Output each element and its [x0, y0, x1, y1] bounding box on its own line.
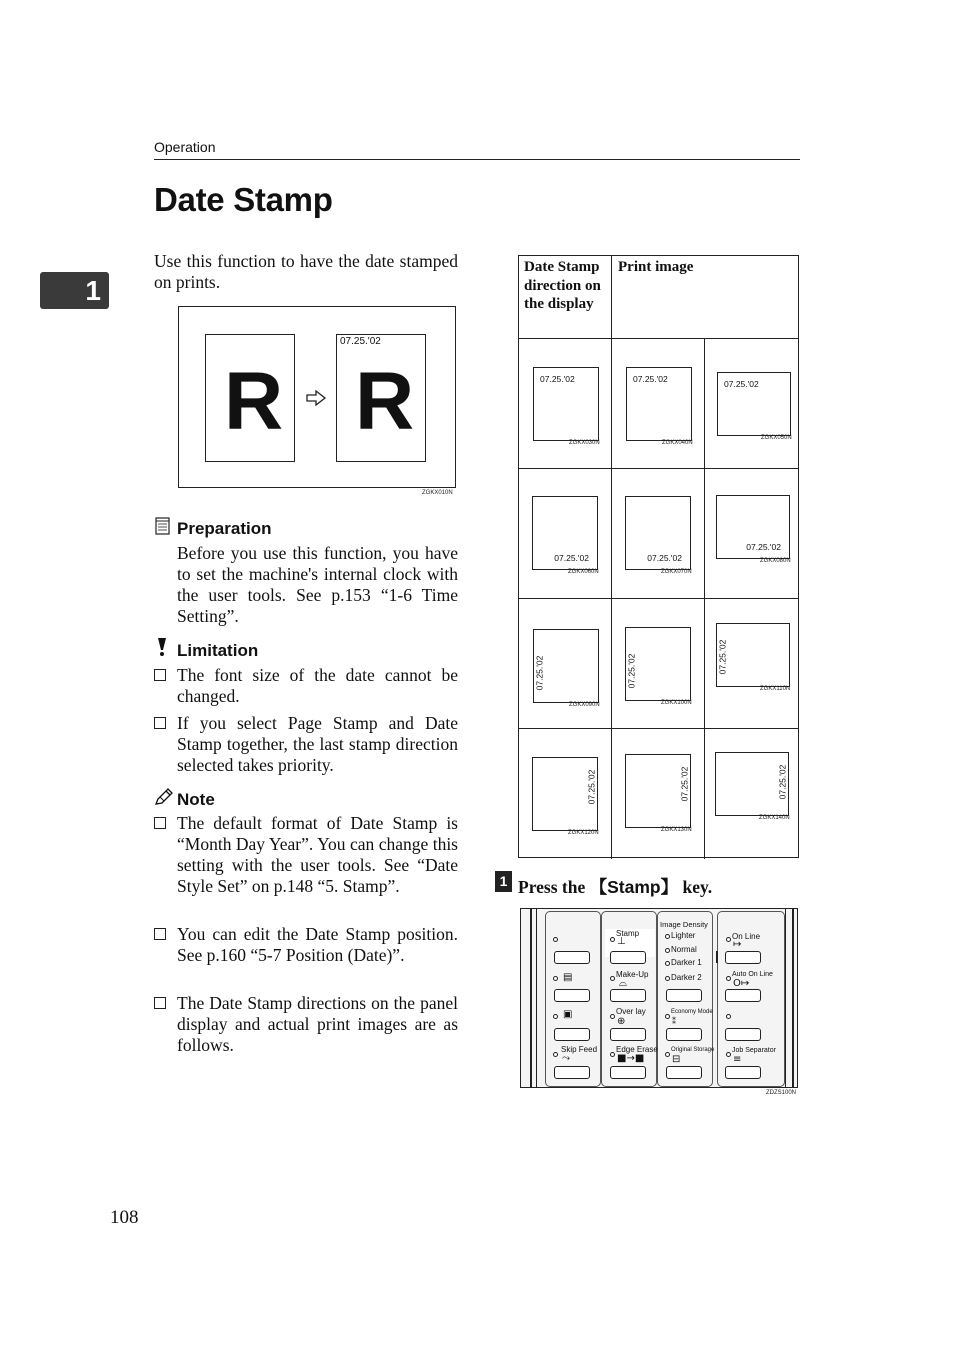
stamped-date: 07.25.'02 [724, 379, 759, 389]
image-density-label: Image Density [660, 920, 708, 929]
led [726, 1014, 731, 1019]
led [665, 1052, 670, 1057]
step-text-before: Press the [518, 877, 590, 897]
limitation-heading: Limitation [177, 641, 259, 660]
print-image-cell [612, 599, 705, 729]
make-up-icon: ⌓ [619, 978, 627, 989]
print-sheet [533, 367, 599, 441]
stamped-date: 07.25.'02 [626, 653, 637, 689]
table-header-text: Print image [618, 259, 694, 275]
print-sheet [532, 496, 598, 570]
bullet-box-icon [154, 669, 166, 681]
table-header-print-image [612, 256, 798, 339]
print-sheet [532, 757, 598, 831]
lighter-label: Lighter [671, 931, 696, 940]
led [610, 1014, 615, 1019]
step-text-after: key. [678, 877, 713, 897]
stamped-page [336, 334, 426, 462]
on-line-icon: ↦ [733, 939, 742, 950]
stamp-key[interactable] [610, 951, 646, 964]
print-image-cell [519, 599, 612, 729]
led [610, 1052, 615, 1057]
led [665, 976, 670, 981]
intro-text: Use this function to have the date stamped on prints. [154, 251, 458, 292]
print-image-cell [705, 729, 798, 859]
image-code-label: ZGKX090N [569, 702, 600, 708]
date-stamp-illustration [178, 306, 456, 488]
note-item-text: The default format of Date Stamp is “Month Day Year”. You can change this setting with the user tools. See “Date Style Set” on p.148 “5. Stamp”. [177, 813, 458, 896]
print-sheet [715, 752, 789, 816]
image-code-label: ZGKX050N [761, 435, 792, 441]
skip-feed-icon: ⤳ [562, 1053, 570, 1064]
bullet-box-icon [154, 997, 166, 1009]
preparation-heading: Preparation [177, 519, 272, 538]
print-sheet [626, 367, 692, 441]
original-storage-key[interactable] [666, 1066, 702, 1079]
limitation-item-text: If you select Page Stamp and Date Stamp together, the last stamp direction selected takes priority. [177, 713, 458, 775]
stamped-date: 07.25.'02 [647, 553, 682, 563]
panel-key[interactable] [725, 1028, 761, 1041]
auto-on-line-label: Auto On Line [732, 971, 773, 978]
stamp-icon: ⊥ [617, 936, 626, 947]
stamped-date: 07.25.'02 [777, 764, 788, 800]
original-letter: R [224, 356, 284, 447]
original-page [205, 334, 295, 462]
led [665, 948, 670, 953]
panel-key[interactable] [554, 989, 590, 1002]
header-rule [154, 159, 800, 160]
original-storage-label: Original Storage [671, 1047, 715, 1053]
note-pencil-icon [154, 788, 173, 806]
bullet-box-icon [154, 717, 166, 729]
led [553, 1014, 558, 1019]
image-code-label: ZGKX110N [760, 686, 791, 692]
table-grid [519, 339, 798, 857]
note-heading: Note [177, 790, 215, 809]
led [553, 976, 558, 981]
bullet-box-icon [154, 928, 166, 940]
normal-label: Normal [671, 945, 697, 954]
key-open-bracket: 【 [589, 877, 608, 897]
print-sheet [533, 629, 599, 703]
table-header-text: Date Stamp direction on the display [524, 259, 601, 312]
image-code-label: ZGKX070N [661, 569, 692, 575]
darker-1-label: Darker 1 [671, 958, 702, 967]
text-icon: ▣ [563, 1009, 573, 1020]
panel-edge [792, 909, 794, 1087]
panel-key[interactable] [554, 1028, 590, 1041]
print-image-cell [519, 729, 612, 859]
chapter-tab: 1 [40, 272, 109, 309]
panel-divider [716, 951, 718, 963]
page-title: Date Stamp [154, 181, 333, 218]
led [610, 976, 615, 981]
led [726, 1052, 731, 1057]
print-image-cell [705, 339, 798, 469]
note-item-text: The Date Stamp directions on the panel display and actual print images are as follows. [177, 993, 458, 1055]
stamped-date: 07.25.'02 [746, 542, 781, 552]
edge-erase-key[interactable] [610, 1066, 646, 1079]
stamped-date: 07.25.'02 [586, 769, 597, 805]
job-separator-icon: ≡ [733, 1054, 742, 1065]
stamped-date: 07.25.'02 [679, 766, 690, 802]
print-image-cell [705, 599, 798, 729]
print-sheet [716, 495, 790, 559]
page-number: 108 [110, 1207, 139, 1228]
image-code-label: ZGKX060N [568, 569, 599, 575]
over-lay-label: Over lay [616, 1007, 646, 1016]
print-image-cell [612, 729, 705, 859]
economy-mode-label: Economy Mode [671, 1009, 713, 1015]
led [665, 1014, 670, 1019]
print-image-cell [612, 469, 705, 599]
image-code-label: ZGKX140N [759, 815, 790, 821]
panel-edge [530, 909, 532, 1087]
stamp-key-name: Stamp [607, 877, 661, 897]
limitation-item-text: The font size of the date cannot be changed. [177, 665, 458, 706]
table-header-direction [519, 256, 612, 339]
led [610, 937, 615, 942]
control-panel [520, 908, 798, 1088]
led [665, 934, 670, 939]
panel-edge [785, 909, 786, 1087]
economy-mode-icon: ⁑ [672, 1017, 676, 1026]
stamped-date: 07.25.'02 [554, 553, 589, 563]
led [726, 976, 731, 981]
make-up-label: Make-Up [616, 970, 649, 979]
bullet-box-icon [154, 817, 166, 829]
illustration-code: ZGKX010N [422, 490, 453, 496]
preparation-icon [155, 516, 171, 535]
on-line-label: On Line [732, 932, 761, 941]
print-image-cell [705, 469, 798, 599]
edge-erase-label: Edge Erase [616, 1045, 658, 1054]
job-separator-key[interactable] [725, 1066, 761, 1079]
direction-table [518, 255, 799, 858]
stamped-date: 07.25.'02 [717, 639, 728, 675]
image-code-label: ZGKX120N [568, 830, 599, 836]
led [665, 961, 670, 966]
edge-erase-icon: ■→■ [617, 1053, 645, 1064]
darker-2-label: Darker 2 [671, 973, 702, 982]
stamped-letter: R [355, 356, 415, 447]
print-sheet [625, 496, 691, 570]
stamped-date: 07.25.'02 [340, 336, 381, 347]
led [553, 1052, 558, 1057]
arrow-right-outline-icon [305, 390, 327, 406]
skip-feed-key[interactable] [554, 1066, 590, 1079]
original-storage-icon: ⊟ [672, 1054, 681, 1065]
image-density-key[interactable] [666, 989, 702, 1002]
job-separator-label: Job Separator [732, 1047, 776, 1054]
panel-edge [536, 909, 537, 1087]
led [726, 937, 731, 942]
stamped-date: 07.25.'02 [534, 655, 545, 691]
on-line-key[interactable] [725, 951, 761, 964]
print-sheet [625, 754, 691, 828]
image-code-label: ZGKX100N [661, 700, 692, 706]
led [553, 937, 558, 942]
image-code-label: ZGKX080N [760, 558, 791, 564]
auto-on-line-icon: O↦ [733, 978, 750, 989]
key-close-bracket: 】 [660, 877, 679, 897]
print-sheet [625, 627, 691, 701]
over-lay-key[interactable] [610, 1028, 646, 1041]
preparation-text: Before you use this function, you have to set the machine's internal clock with the user tools. See p.153 “1-6 Time Setting”. [177, 543, 458, 626]
economy-mode-key[interactable] [666, 1028, 702, 1041]
print-image-cell [519, 469, 612, 599]
skip-feed-label: Skip Feed [561, 1045, 598, 1054]
step-number-badge: 1 [495, 871, 512, 892]
image-code-label: ZGKX130N [661, 827, 692, 833]
panel-code: ZDZS100N [766, 1090, 797, 1096]
image-code-label: ZGKX040N [662, 440, 693, 446]
stamped-date: 07.25.'02 [633, 374, 668, 384]
make-up-key[interactable] [610, 989, 646, 1002]
stamped-date: 07.25.'02 [540, 374, 575, 384]
print-sheet [717, 372, 791, 436]
panel-key[interactable] [554, 951, 590, 964]
step-instruction [518, 874, 712, 899]
print-sheet [716, 623, 790, 687]
print-image-cell [612, 339, 705, 469]
limitation-icon [156, 637, 168, 657]
note-item-text: You can edit the Date Stamp position. See p.160 “5-7 Position (Date)”. [177, 924, 458, 965]
page-number-icon: ▤ [563, 972, 573, 983]
image-code-label: ZGKX030N [569, 440, 600, 446]
stamp-label: Stamp [616, 929, 640, 938]
auto-on-line-key[interactable] [725, 989, 761, 1002]
overlay-icon: ⊕ [617, 1016, 626, 1027]
print-image-cell [519, 339, 612, 469]
running-head: Operation [154, 139, 216, 155]
